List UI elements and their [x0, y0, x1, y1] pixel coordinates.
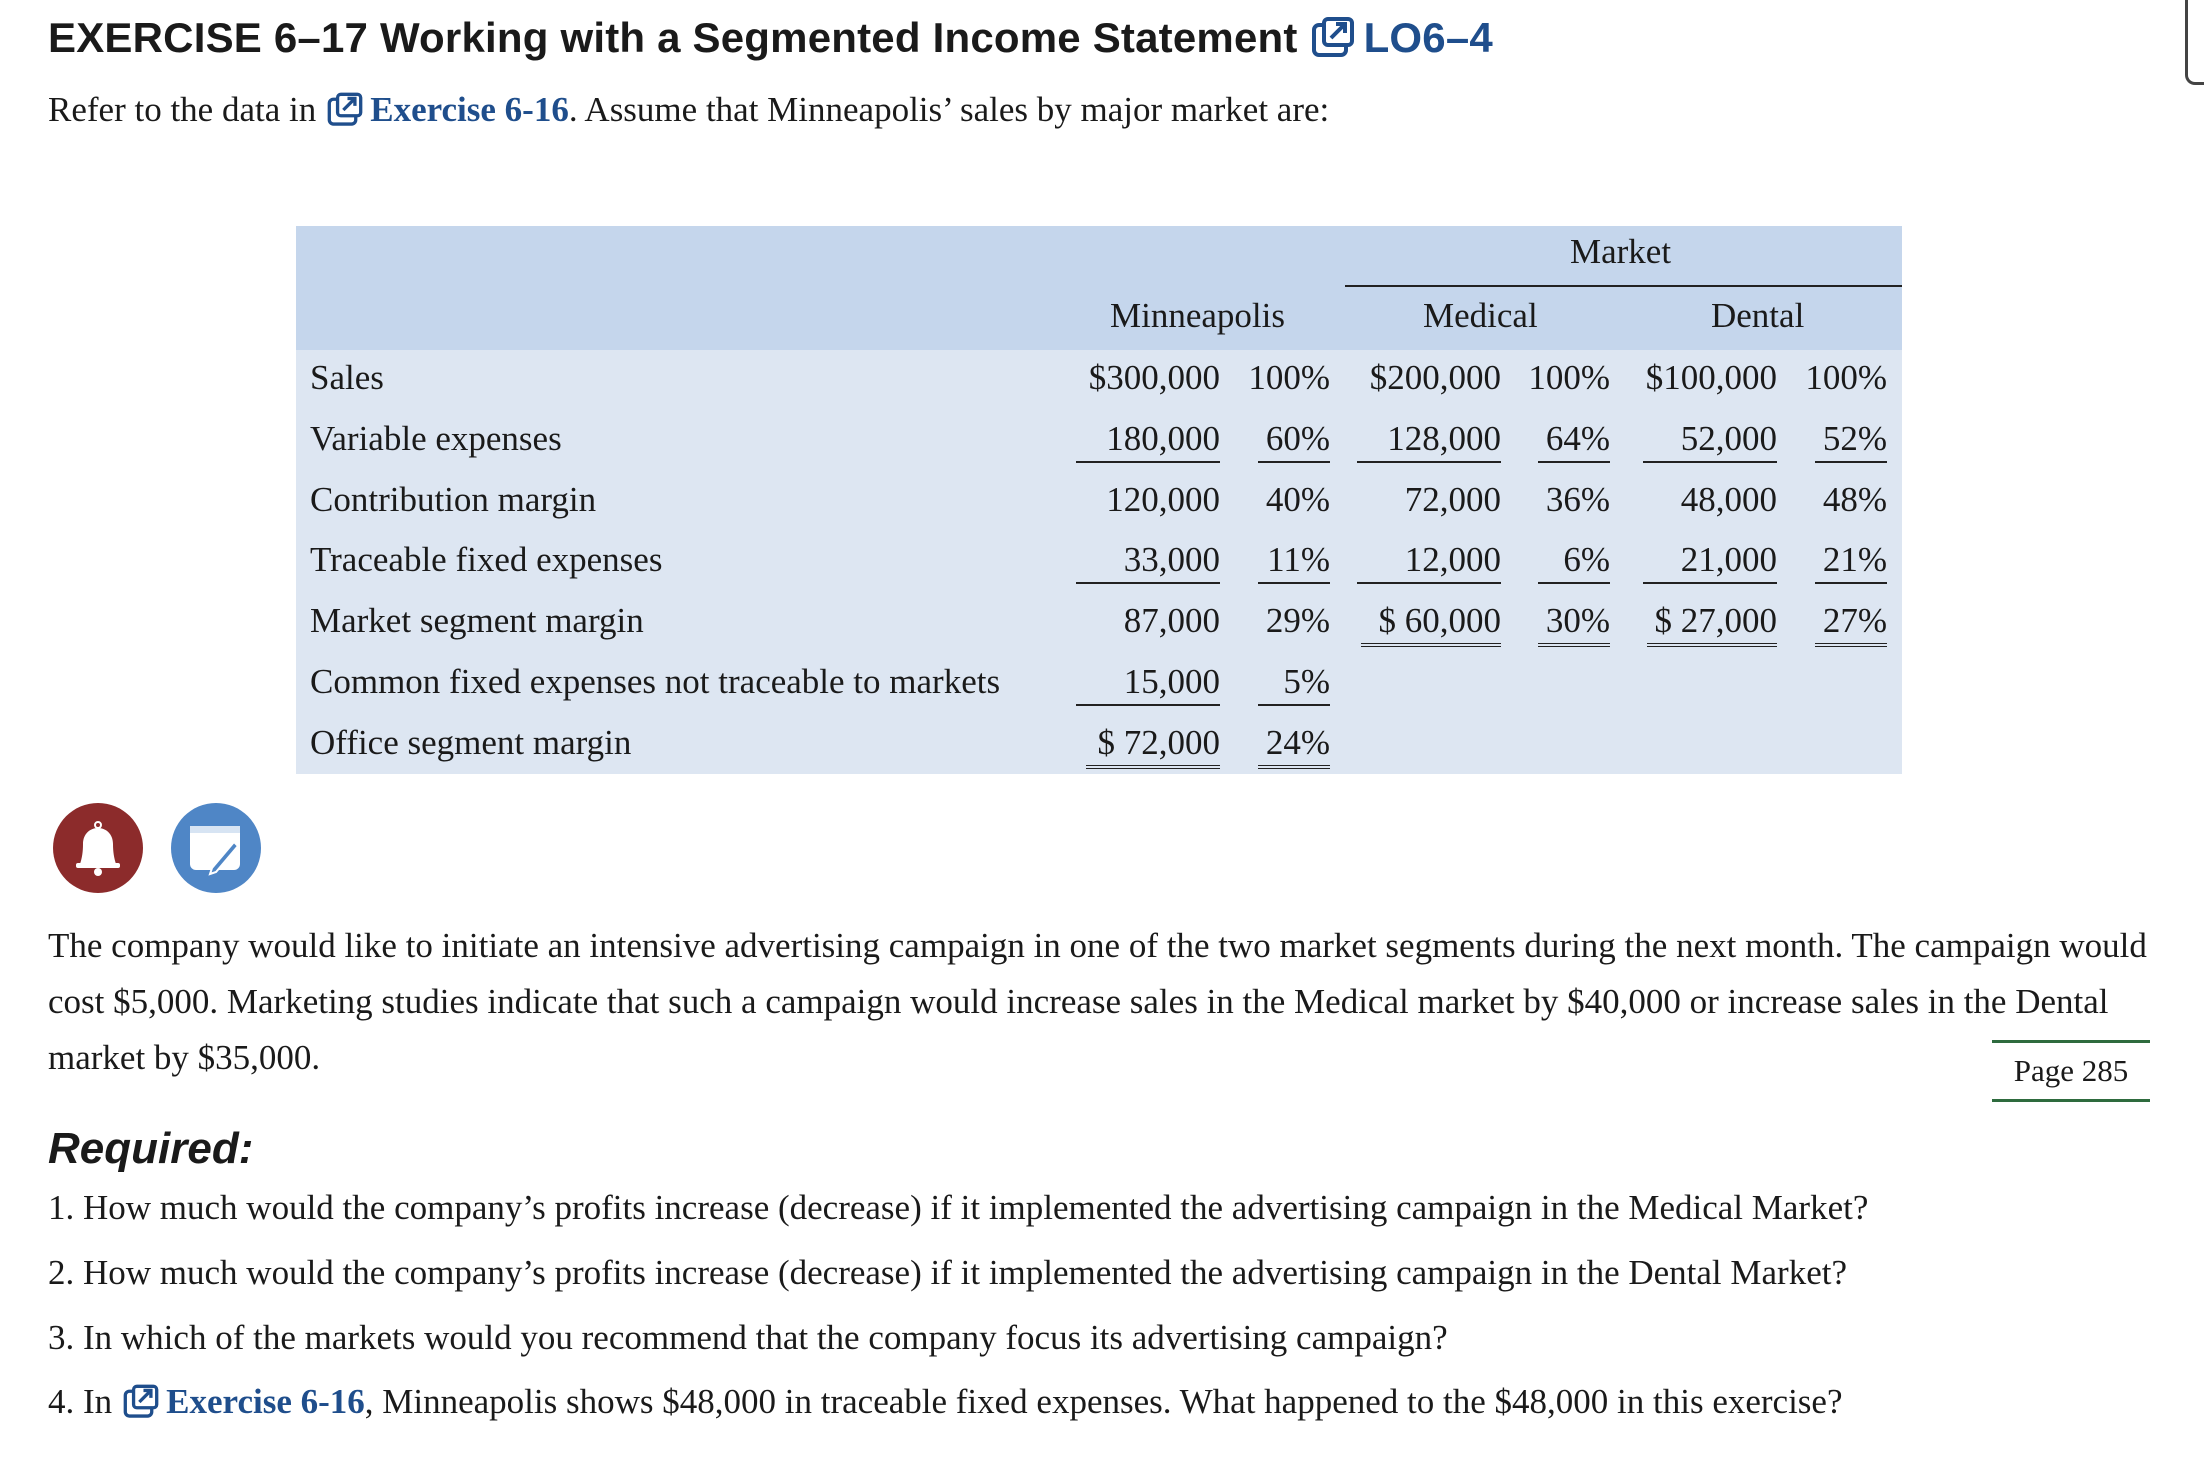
bell-icon[interactable]: [52, 802, 144, 894]
intro-suffix: . Assume that Minneapolis’ sales by major market are:: [568, 90, 1330, 129]
cell-value: 72,000: [1404, 480, 1501, 519]
cell-value: 100%: [1248, 358, 1330, 397]
cell-value: 24%: [1258, 721, 1330, 769]
col-medical: Medical: [1423, 296, 1538, 335]
cell-value: 120,000: [1106, 480, 1220, 519]
cell-value: $100,000: [1645, 358, 1777, 397]
intro-line: [48, 90, 1329, 130]
page-number: Page 285: [1992, 1040, 2150, 1102]
question-3: 3. In which of the markets would you recommend that the company focus its advertising campaign?: [48, 1318, 1448, 1357]
cell-value: 5%: [1258, 660, 1330, 706]
cell-value: $ 72,000: [1086, 721, 1220, 769]
cell-value: 12,000: [1357, 538, 1501, 584]
cell-value: 30%: [1538, 599, 1610, 647]
row-label: Market segment margin: [310, 601, 644, 640]
cell-value: $300,000: [1088, 358, 1220, 397]
cell-value: 180,000: [1076, 417, 1220, 463]
cell-value: $ 27,000: [1647, 599, 1777, 647]
title-text: EXERCISE 6–17 Working with a Segmented Income Statement: [48, 14, 1298, 61]
scenario-paragraph: The company would like to initiate an intensive advertising campaign in one of the two market segments during the next month. The campaign would cost $5,000. Marketing studies indicate that such a campaign would increase sales in the Medical market by $40,000 or increase sales in the Dental market by $35,000.: [48, 926, 2147, 1077]
cell-value: 128,000: [1357, 417, 1501, 463]
market-rule: [1345, 285, 1902, 287]
external-link-icon[interactable]: [1310, 15, 1356, 61]
row-label: Common fixed expenses not traceable to markets: [310, 662, 1001, 701]
intro-prefix: Refer to the data in: [48, 90, 317, 129]
row-label: Variable expenses: [310, 419, 562, 458]
cell-value: 36%: [1545, 480, 1610, 519]
row-label: Contribution margin: [310, 480, 597, 519]
external-link-icon[interactable]: [122, 1383, 160, 1421]
frame-edge: [2185, 0, 2204, 85]
cell-value: 29%: [1265, 601, 1330, 640]
cell-value: 87,000: [1123, 601, 1220, 640]
cell-value: 21%: [1815, 538, 1887, 584]
cell-value: 21,000: [1643, 538, 1777, 584]
col-dental: Dental: [1711, 296, 1805, 335]
question-2: 2. How much would the company’s profits increase (decrease) if it implemented the advertising campaign in the Dental Market?: [48, 1253, 1847, 1292]
cell-value: 33,000: [1076, 538, 1220, 584]
cell-value: 52,000: [1643, 417, 1777, 463]
row-label: Sales: [310, 358, 384, 397]
question-4: [48, 1382, 1843, 1422]
cell-value: 27%: [1815, 599, 1887, 647]
row-label: Office segment margin: [310, 723, 632, 762]
cell-value: $ 60,000: [1361, 599, 1501, 647]
external-link-icon[interactable]: [326, 91, 364, 129]
cell-value: $200,000: [1369, 358, 1501, 397]
exercise-link[interactable]: Exercise 6-16: [166, 1382, 365, 1421]
question-4-prefix: 4. In: [48, 1382, 113, 1421]
cell-value: 11%: [1258, 538, 1330, 584]
cell-value: 60%: [1258, 417, 1330, 463]
cell-value: 40%: [1265, 480, 1330, 519]
cell-value: 6%: [1538, 538, 1610, 584]
cell-value: 48%: [1822, 480, 1887, 519]
required-heading: Required:: [48, 1124, 254, 1173]
question-4-suffix: , Minneapolis shows $48,000 in traceable fixed expenses. What happened to the $48,000 in this exercise?: [364, 1382, 1843, 1421]
cell-value: 48,000: [1680, 480, 1777, 519]
cell-value: 52%: [1815, 417, 1887, 463]
exercise-title: [48, 14, 1493, 62]
notepad-icon[interactable]: [170, 802, 262, 894]
cell-value: 100%: [1805, 358, 1887, 397]
learning-objective[interactable]: LO6–4: [1363, 14, 1493, 61]
market-header: Market: [1570, 232, 1672, 271]
cell-value: 64%: [1538, 417, 1610, 463]
row-label: Traceable fixed expenses: [310, 540, 663, 579]
cell-value: 100%: [1528, 358, 1610, 397]
col-minneapolis: Minneapolis: [1110, 296, 1285, 335]
exercise-link[interactable]: Exercise 6-16: [370, 90, 569, 129]
question-1: 1. How much would the company’s profits increase (decrease) if it implemented the advertising campaign in the Medical Market?: [48, 1188, 1869, 1227]
cell-value: 15,000: [1076, 660, 1220, 706]
